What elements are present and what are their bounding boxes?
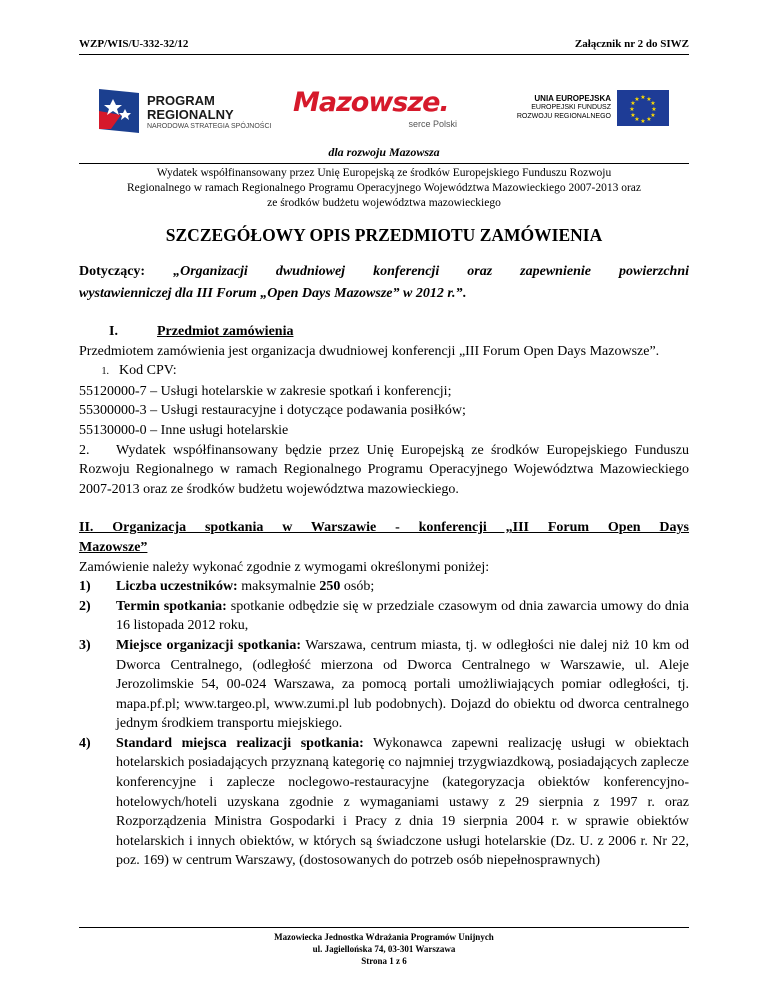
logo-bar	[79, 85, 689, 137]
funding-line1: Wydatek współfinansowany przez Unię Europejską ze środków Europejskiego Funduszu Rozwoju	[156, 167, 612, 179]
svg-text:★: ★	[650, 112, 656, 119]
eu-line1: UNIA EUROPEJSKA	[534, 94, 611, 103]
concern-line2: wystawienniczej dla III Forum „Open Days Mazowsze” w 2012 r.”	[79, 286, 463, 301]
footer-address: ul. Jagiellońska 74, 03-301 Warszawa	[312, 944, 456, 954]
requirement-number: 1)	[79, 579, 91, 595]
requirement-text: Wykonawca zapewni realizację usługi w obiektach hotelarskich posiadających przyznaną kategorię co najmniej trzygwiazdkową, posiadających zaplecze konferencyjne i zaplecze noclegowo-restauracyjne (kategoryzacja obiektów konferencyjno-hotelowych/hoteli uzyskana zgodnie z wymaganiami ustawy z 29 sierpnia z 1997 r. oraz Rozporządzenia Ministra Gospodarki i Pracy z dnia 19 sierpnia 2004 r. w sprawie obiektów hotelarskich i innych obiektów, w których są świadczone usługi hotelarskie (Dz. U. z 2006 r. Nr 22, poz. 169) w centrum Warszawy, (dostosowanych do potrzeb osób niepełnosprawnych)	[116, 735, 689, 869]
section1-item2	[79, 441, 689, 500]
svg-text:★: ★	[630, 112, 636, 119]
requirement-number: 3)	[79, 637, 91, 653]
svg-text:★: ★	[634, 116, 640, 123]
cpv-code-3: 55130000-0 – Inne usługi hotelarskie	[79, 422, 289, 438]
mazowsze-wordmark: Mazowsze.	[293, 87, 449, 118]
page-footer	[79, 927, 689, 967]
requirement-label: Termin spotkania:	[116, 598, 227, 614]
requirement-item	[79, 636, 689, 734]
concern-paragraph	[79, 261, 689, 305]
svg-text:★: ★	[646, 96, 652, 103]
eu-flag-icon	[617, 90, 669, 126]
item2-number: 2.	[79, 442, 90, 458]
requirement-text: Warszawa, centrum miasta, tj. w odległości nie dalej niż 10 km od Dworca Centralnego, (odległość mierzona od Dworca Centralnego w Warszawie, ul. Aleje Jerozolimskie 54, 00-024 Warszawa, za pomocą portali umożliwiających pomiar odległości, tj. mapa.pf.pl; www.targeo.pl, www.zumi.pl lub podobnych). Dojazd do obiektu od dworca centralnego jednym środkiem transportu miejskiego.	[116, 637, 689, 732]
requirement-item	[79, 577, 689, 597]
requirement-number: 2)	[79, 598, 91, 614]
item2-text: Wydatek współfinansowany będzie przez Unię Europejską ze środków Europejskiego Funduszu Rozwoju Regionalnego w ramach Regionalnego Programu Operacyjnego Województwa Mazowieckiego 2007-2013 oraz ze środków budżetu województwa mazowieckiego.	[79, 442, 690, 497]
program-regionalny-logo	[99, 85, 272, 137]
document-title: SZCZEGÓŁOWY OPIS PRZEDMIOTU ZAMÓWIENIA	[165, 225, 603, 245]
section2-title-line2: Mazowsze”	[79, 539, 148, 555]
requirement-text: maksymalnie	[237, 579, 320, 595]
svg-text:★: ★	[646, 116, 652, 123]
section1-item1	[79, 361, 689, 382]
page-header	[79, 38, 689, 55]
svg-text:★: ★	[634, 96, 640, 103]
section2-intro: Zamówienie należy wykonać zgodnie z wymogami określonymi poniżej:	[79, 559, 490, 575]
concern-label: Dotyczący:	[79, 264, 146, 279]
program-line1: PROGRAM	[147, 93, 215, 108]
requirement-item	[79, 597, 689, 636]
program-line2: REGIONALNY	[147, 107, 234, 122]
section1-title: Przedmiot zamówienia	[157, 324, 294, 339]
svg-text:★: ★	[640, 94, 646, 101]
section1-intro: Przedmiotem zamówienia jest organizacja dwudniowej konferencji „III Forum Open Days Mazowsze”.	[79, 343, 660, 359]
cpv-code-1: 55120000-7 – Usługi hotelarskie w zakresie spotkań i konferencji;	[79, 383, 452, 399]
mazowsze-tagline: serce Polski	[408, 119, 457, 129]
section2-heading	[79, 518, 689, 557]
concern-end: .	[462, 286, 466, 301]
requirement-text: spotkanie odbędzie się w przedziale czasowym od dnia zawarcia umowy do dnia 16 listopada 2012 roku,	[116, 598, 689, 634]
svg-text:★: ★	[651, 106, 657, 113]
attachment-label: Załącznik nr 2 do SIWZ	[574, 38, 689, 50]
requirement-text-end: osób;	[340, 579, 375, 595]
svg-text:★: ★	[629, 106, 635, 113]
eu-logo	[499, 90, 669, 132]
concern-line1: „Organizacji dwudniowej konferencji oraz zapewnienie powierzchni	[173, 264, 690, 279]
funding-note	[79, 166, 689, 211]
requirement-label: Liczba uczestników:	[116, 579, 238, 595]
section2-title-line1: II. Organizacja spotkania w Warszawie - konferencji „III Forum Open Days	[79, 520, 689, 536]
page-number: Strona 1 z 6	[361, 956, 407, 966]
requirement-label: Standard miejsca realizacji spotkania:	[116, 735, 364, 751]
item1-label: Kod CPV:	[119, 363, 177, 379]
eu-line2: EUROPEJSKI FUNDUSZ	[531, 104, 611, 111]
svg-text:★: ★	[650, 100, 656, 107]
mazowsze-logo	[293, 87, 473, 135]
reference-number: WZP/WIS/U-332-32/12	[79, 38, 189, 50]
requirement-number: 4)	[79, 735, 91, 751]
eu-line3: ROZWOJU REGIONALNEGO	[516, 113, 611, 120]
item1-number: 1.	[101, 366, 109, 378]
program-flag-icon	[99, 89, 139, 133]
footer-org: Mazowiecka Jednostka Wdrażania Programów Unijnych	[274, 932, 494, 942]
funding-line2: Regionalnego w ramach Regionalnego Programu Operacyjnego Województwa Mazowieckiego 2007-2013 oraz	[127, 182, 641, 194]
funding-line3: ze środków budżetu województwa mazowieckiego	[267, 197, 501, 209]
cpv-code-2: 55300000-3 – Usługi restauracyjne i dotyczące podawania posiłków;	[79, 403, 466, 419]
svg-text:★: ★	[630, 100, 636, 107]
program-line3: NARODOWA STRATEGIA SPÓJNOŚCI	[147, 123, 272, 130]
section1-number: I.	[109, 324, 118, 339]
logo-subtitle: dla rozwoju Mazowsza	[79, 145, 689, 164]
requirement-label: Miejsce organizacji spotkania:	[116, 637, 301, 653]
participants-count: 250	[319, 579, 341, 595]
svg-text:★: ★	[640, 118, 646, 125]
section1-heading	[79, 322, 689, 342]
document-body	[79, 322, 689, 871]
requirement-item	[79, 734, 689, 871]
